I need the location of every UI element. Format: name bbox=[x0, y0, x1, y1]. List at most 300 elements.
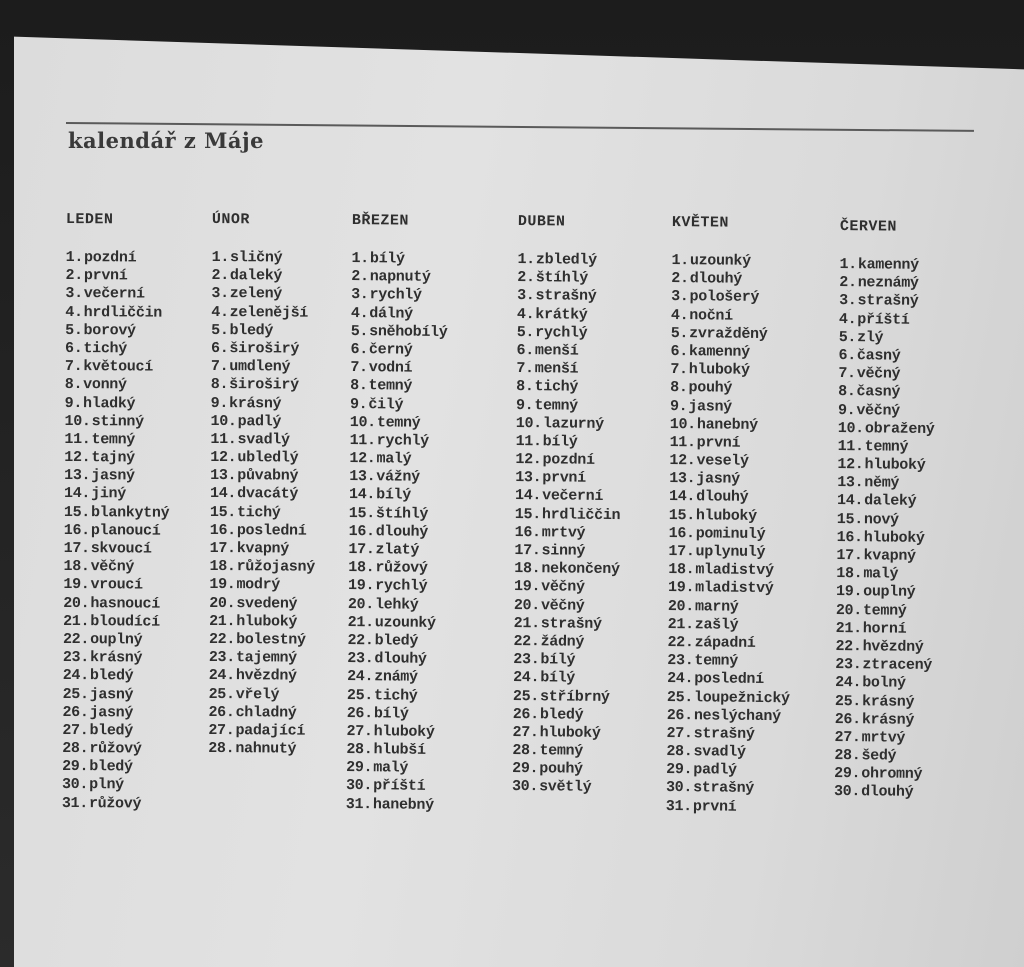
day-entry bbox=[349, 468, 446, 487]
day-entry bbox=[834, 765, 931, 784]
day-entry bbox=[835, 656, 932, 675]
day-entry bbox=[210, 413, 316, 432]
day-number: 25. bbox=[62, 685, 89, 703]
day-word: neslýchaný bbox=[693, 706, 781, 725]
day-entry bbox=[836, 620, 933, 639]
day-number: 9. bbox=[210, 394, 229, 412]
day-word: bledý bbox=[89, 758, 133, 776]
day-number: 9. bbox=[837, 401, 856, 419]
day-word: bílý bbox=[376, 486, 412, 505]
day-word: bloudící bbox=[90, 612, 160, 631]
day-number: 7. bbox=[64, 358, 83, 376]
day-entry bbox=[211, 394, 317, 413]
day-number: 26. bbox=[62, 703, 89, 721]
day-entry bbox=[211, 358, 317, 377]
day-number: 11. bbox=[64, 430, 91, 449]
day-entry bbox=[347, 668, 444, 687]
day-word: rychlý bbox=[375, 577, 428, 596]
day-number: 8. bbox=[350, 377, 368, 395]
day-entry bbox=[837, 456, 934, 475]
day-entry bbox=[839, 256, 936, 275]
day-entry bbox=[516, 342, 622, 361]
day-entry bbox=[351, 323, 448, 342]
day-number: 10. bbox=[515, 414, 542, 432]
day-entry bbox=[669, 470, 792, 489]
day-entry bbox=[836, 602, 933, 621]
day-number: 25. bbox=[208, 685, 235, 703]
day-entry bbox=[513, 633, 619, 652]
day-word: večerní bbox=[542, 487, 604, 506]
day-number: 5. bbox=[350, 322, 369, 340]
day-word: bílý bbox=[540, 669, 576, 687]
day-number: 13. bbox=[837, 474, 864, 492]
day-word: lazurný bbox=[542, 414, 604, 433]
day-number: 15. bbox=[514, 505, 542, 523]
day-number: 1. bbox=[517, 250, 536, 269]
day-entry bbox=[516, 360, 622, 379]
day-entry bbox=[64, 540, 170, 559]
day-number: 5. bbox=[516, 323, 535, 341]
day-entry bbox=[350, 341, 447, 360]
day-word: temný bbox=[864, 438, 909, 456]
day-entry bbox=[211, 267, 317, 286]
day-entry bbox=[517, 324, 623, 343]
day-entry bbox=[346, 723, 443, 742]
day-number: 16. bbox=[668, 524, 695, 543]
day-word: štíhlý bbox=[375, 504, 429, 523]
day-word: první bbox=[83, 267, 128, 285]
day-entry bbox=[63, 595, 169, 614]
day-number: 19. bbox=[667, 579, 695, 597]
day-word: daleký bbox=[229, 267, 283, 285]
day-number: 31. bbox=[665, 797, 692, 815]
day-word: hlubší bbox=[373, 741, 426, 759]
day-number: 18. bbox=[836, 565, 863, 583]
day-word: bílý bbox=[540, 651, 576, 669]
day-number: 14. bbox=[514, 487, 542, 505]
day-number: 6. bbox=[670, 342, 689, 361]
day-entry bbox=[835, 692, 932, 711]
day-entry bbox=[514, 615, 620, 634]
day-entry bbox=[349, 450, 446, 469]
day-number: 17. bbox=[348, 540, 375, 559]
day-number: 16. bbox=[836, 528, 863, 547]
day-entry bbox=[515, 506, 621, 525]
day-list bbox=[834, 256, 936, 803]
day-word: umdlený bbox=[229, 358, 291, 376]
day-entry bbox=[513, 669, 619, 688]
day-word: dlouhý bbox=[375, 523, 429, 541]
day-number: 15. bbox=[348, 504, 376, 522]
day-entry bbox=[669, 525, 792, 544]
day-entry bbox=[209, 576, 315, 595]
day-entry bbox=[668, 543, 791, 562]
day-number: 7. bbox=[516, 360, 534, 378]
day-entry bbox=[836, 547, 933, 566]
day-number: 25. bbox=[346, 686, 374, 704]
day-number: 19. bbox=[513, 578, 541, 596]
day-word: mrtvý bbox=[541, 524, 586, 542]
day-word: temný bbox=[862, 601, 907, 620]
day-entry bbox=[670, 416, 793, 435]
day-entry bbox=[668, 561, 791, 580]
day-entry bbox=[839, 292, 936, 311]
day-entry bbox=[515, 487, 621, 506]
day-word: bílý bbox=[369, 250, 405, 268]
day-number: 4. bbox=[211, 303, 229, 321]
day-entry bbox=[65, 358, 171, 377]
day-list bbox=[62, 249, 171, 814]
day-number: 24. bbox=[62, 667, 89, 685]
day-number: 21. bbox=[209, 612, 236, 630]
day-number: 18. bbox=[514, 560, 541, 578]
day-entry bbox=[346, 759, 443, 778]
day-number: 3. bbox=[351, 286, 369, 304]
day-entry bbox=[512, 778, 618, 797]
day-word: hluboký bbox=[864, 456, 926, 474]
day-entry bbox=[839, 274, 936, 293]
day-word: příští bbox=[857, 310, 910, 329]
day-entry bbox=[517, 269, 623, 288]
day-word: ouplný bbox=[90, 631, 143, 649]
day-word: krásný bbox=[229, 394, 282, 412]
day-number: 21. bbox=[513, 614, 540, 633]
day-entry bbox=[62, 722, 168, 741]
day-number: 16. bbox=[63, 521, 90, 539]
day-word: nekončený bbox=[541, 560, 620, 579]
day-word: bílý bbox=[373, 704, 409, 723]
day-word: černý bbox=[368, 341, 413, 359]
day-word: kvapný bbox=[236, 540, 290, 558]
day-number: 27. bbox=[834, 728, 861, 747]
day-word: modrý bbox=[236, 576, 281, 594]
day-number: 20. bbox=[347, 595, 375, 613]
day-number: 2. bbox=[839, 274, 857, 292]
day-list bbox=[512, 251, 623, 798]
day-number: 8. bbox=[670, 379, 688, 397]
day-number: 21. bbox=[835, 619, 862, 638]
day-entry bbox=[513, 651, 619, 670]
day-number: 28. bbox=[834, 747, 861, 765]
day-entry bbox=[211, 304, 317, 323]
day-word: pouhý bbox=[539, 760, 583, 778]
day-number: 18. bbox=[63, 558, 90, 576]
day-entry bbox=[210, 467, 316, 486]
day-entry bbox=[517, 251, 623, 270]
day-word: první bbox=[696, 434, 741, 452]
day-entry bbox=[514, 578, 620, 597]
day-list bbox=[666, 252, 795, 817]
day-number: 7. bbox=[350, 359, 368, 377]
day-word: vodní bbox=[368, 359, 413, 377]
day-entry bbox=[62, 740, 168, 759]
day-number: 23. bbox=[347, 650, 374, 668]
day-word: hluboký bbox=[373, 723, 435, 741]
day-number: 10. bbox=[837, 419, 864, 437]
day-entry bbox=[210, 485, 316, 504]
day-entry bbox=[836, 583, 933, 602]
day-number: 23. bbox=[208, 649, 236, 667]
day-entry bbox=[351, 286, 448, 305]
day-number: 5. bbox=[65, 321, 83, 339]
day-entry bbox=[346, 796, 443, 815]
day-entry bbox=[64, 431, 170, 450]
day-word: hanebný bbox=[696, 415, 758, 434]
day-number: 8. bbox=[516, 378, 534, 396]
day-word: příští bbox=[373, 777, 426, 796]
day-number: 10. bbox=[349, 413, 376, 431]
day-word: tajný bbox=[91, 449, 135, 467]
day-word: krátký bbox=[535, 305, 588, 324]
day-word: tichý bbox=[534, 378, 579, 396]
day-word: věčný bbox=[90, 558, 135, 576]
day-word: rychlý bbox=[376, 432, 430, 450]
day-word: věčný bbox=[540, 596, 585, 615]
day-number: 23. bbox=[62, 649, 90, 667]
day-entry bbox=[64, 413, 170, 432]
day-entry bbox=[515, 524, 621, 543]
day-word: věčný bbox=[856, 401, 900, 420]
day-word: mladistvý bbox=[695, 579, 774, 598]
month-column-kveten bbox=[666, 214, 795, 817]
day-entry bbox=[64, 522, 170, 541]
day-word: růžový bbox=[375, 559, 428, 577]
day-number: 12. bbox=[64, 449, 91, 467]
day-number: 28. bbox=[208, 740, 235, 758]
day-entry bbox=[838, 401, 935, 420]
day-number: 27. bbox=[512, 723, 539, 742]
day-word: krásný bbox=[89, 649, 143, 667]
day-entry bbox=[66, 249, 172, 268]
day-word: hrdliččin bbox=[83, 303, 163, 322]
day-number: 17. bbox=[514, 541, 541, 560]
day-word: bledý bbox=[374, 632, 419, 650]
day-entry bbox=[212, 249, 318, 268]
day-entry bbox=[350, 414, 447, 433]
day-number: 19. bbox=[63, 576, 90, 594]
day-word: mrtvý bbox=[861, 729, 906, 747]
day-entry bbox=[211, 322, 317, 341]
day-word: dlouhý bbox=[689, 270, 743, 288]
day-word: obražený bbox=[864, 419, 935, 438]
day-entry bbox=[348, 577, 445, 596]
day-word: menší bbox=[534, 360, 579, 378]
day-entry bbox=[62, 704, 168, 723]
day-word: svadlý bbox=[693, 743, 746, 761]
day-word: dvacátý bbox=[237, 485, 299, 504]
day-word: temný bbox=[534, 396, 578, 415]
day-number: 16. bbox=[348, 522, 375, 541]
day-number: 10. bbox=[64, 412, 91, 430]
day-number: 14. bbox=[668, 488, 696, 506]
day-entry bbox=[514, 542, 620, 561]
day-word: pominulý bbox=[695, 525, 766, 543]
day-entry bbox=[65, 304, 171, 323]
day-entry bbox=[835, 711, 932, 730]
day-word: stříbrný bbox=[539, 687, 610, 706]
day-word: tichý bbox=[236, 503, 281, 522]
day-word: růžojasný bbox=[236, 558, 316, 576]
day-entry bbox=[347, 686, 444, 705]
day-number: 6. bbox=[350, 340, 369, 359]
day-word: stinný bbox=[91, 412, 144, 431]
day-entry bbox=[834, 747, 931, 766]
day-word: tichý bbox=[373, 686, 418, 705]
day-entry bbox=[670, 379, 793, 398]
day-number: 7. bbox=[210, 358, 229, 376]
day-number: 20. bbox=[209, 594, 236, 612]
day-word: krásný bbox=[861, 692, 915, 711]
day-entry bbox=[670, 397, 793, 416]
day-entry bbox=[667, 707, 790, 726]
day-number: 17. bbox=[668, 542, 695, 561]
month-heading: LEDEN bbox=[65, 211, 114, 229]
day-number: 13. bbox=[349, 468, 376, 486]
day-number: 29. bbox=[512, 760, 539, 778]
day-entry bbox=[62, 776, 168, 795]
day-number: 12. bbox=[210, 449, 237, 467]
day-entry bbox=[65, 285, 171, 304]
day-entry bbox=[837, 474, 934, 493]
day-number: 6. bbox=[516, 341, 535, 360]
day-number: 13. bbox=[64, 467, 91, 485]
day-entry bbox=[351, 305, 448, 324]
day-entry bbox=[668, 579, 791, 598]
day-number: 26. bbox=[834, 710, 861, 728]
day-entry bbox=[348, 541, 445, 560]
day-entry bbox=[210, 522, 316, 541]
day-entry bbox=[63, 576, 169, 595]
day-entry bbox=[346, 741, 443, 760]
day-number: 23. bbox=[667, 652, 694, 670]
day-word: horní bbox=[862, 620, 907, 638]
day-entry bbox=[209, 631, 315, 650]
day-entry bbox=[669, 507, 792, 526]
day-word: jasný bbox=[696, 470, 740, 488]
day-entry bbox=[836, 565, 933, 584]
day-number: 22. bbox=[835, 637, 862, 656]
day-entry bbox=[209, 685, 315, 704]
day-entry bbox=[64, 504, 170, 523]
day-number: 27. bbox=[62, 721, 89, 740]
day-entry bbox=[666, 761, 789, 780]
day-word: bledý bbox=[89, 667, 134, 685]
day-word: strašný bbox=[693, 779, 755, 798]
day-number: 18. bbox=[668, 561, 695, 579]
month-heading: BŘEZEN bbox=[351, 212, 410, 230]
month-heading: KVĚTEN bbox=[671, 214, 730, 232]
day-number: 27. bbox=[208, 721, 235, 740]
day-number: 2. bbox=[65, 267, 84, 285]
day-entry bbox=[350, 377, 447, 396]
day-number: 1. bbox=[351, 249, 370, 268]
day-number: 24. bbox=[667, 670, 694, 688]
day-entry bbox=[209, 613, 315, 632]
day-word: temný bbox=[368, 377, 413, 395]
day-number: 30. bbox=[665, 779, 693, 797]
day-entry bbox=[209, 649, 315, 668]
day-word: dálný bbox=[369, 304, 413, 323]
day-entry bbox=[668, 616, 791, 635]
day-number: 26. bbox=[512, 705, 539, 723]
day-number: 22. bbox=[347, 631, 374, 650]
day-entry bbox=[512, 742, 618, 761]
day-entry bbox=[208, 704, 314, 723]
day-number: 24. bbox=[347, 668, 374, 686]
day-word: široširý bbox=[229, 376, 299, 394]
day-entry bbox=[210, 540, 316, 559]
day-number: 9. bbox=[515, 396, 534, 414]
day-number: 3. bbox=[839, 292, 857, 310]
page-title: kalendář z Máje bbox=[68, 128, 264, 153]
day-entry bbox=[65, 340, 171, 359]
day-word: pozdní bbox=[542, 451, 595, 469]
day-entry bbox=[667, 670, 790, 689]
day-word: bledý bbox=[539, 705, 584, 724]
day-list bbox=[208, 249, 317, 759]
day-number: 2. bbox=[211, 267, 230, 285]
day-word: zelenější bbox=[229, 303, 309, 322]
day-entry bbox=[671, 252, 794, 271]
day-entry bbox=[839, 311, 936, 330]
day-entry bbox=[349, 523, 446, 542]
day-entry bbox=[64, 467, 170, 486]
day-word: zelený bbox=[229, 285, 283, 303]
day-number: 27. bbox=[346, 722, 373, 741]
day-number: 12. bbox=[669, 452, 696, 470]
day-entry bbox=[351, 268, 448, 287]
day-number: 14. bbox=[348, 486, 376, 504]
day-entry bbox=[671, 270, 794, 289]
day-entry bbox=[517, 306, 623, 325]
day-number: 30. bbox=[833, 783, 861, 801]
day-number: 4. bbox=[65, 303, 83, 321]
day-word: loupežnický bbox=[693, 688, 790, 707]
day-word: žádný bbox=[540, 633, 585, 651]
day-word: poslední bbox=[236, 521, 307, 540]
day-number: 5. bbox=[838, 328, 857, 346]
day-word: světlý bbox=[539, 778, 592, 797]
day-word: dlouhý bbox=[861, 783, 914, 802]
day-word: planoucí bbox=[90, 521, 161, 540]
day-word: kamenný bbox=[688, 343, 750, 361]
day-entry bbox=[350, 359, 447, 378]
day-entry bbox=[63, 631, 169, 650]
day-word: uplynulý bbox=[695, 543, 766, 561]
day-entry bbox=[516, 415, 622, 434]
day-entry bbox=[348, 614, 445, 633]
day-number: 3. bbox=[65, 285, 83, 303]
day-number: 19. bbox=[209, 576, 236, 594]
day-word: vážný bbox=[376, 468, 420, 486]
day-number: 9. bbox=[349, 395, 368, 413]
day-entry bbox=[667, 688, 790, 707]
day-entry bbox=[515, 451, 621, 470]
day-number: 17. bbox=[209, 539, 236, 558]
day-word: lehký bbox=[374, 595, 419, 614]
day-word: uzounký bbox=[689, 252, 751, 270]
day-entry bbox=[670, 361, 793, 380]
day-word: krásný bbox=[861, 710, 915, 729]
day-entry bbox=[349, 505, 446, 524]
day-number: 18. bbox=[209, 558, 236, 576]
day-entry bbox=[350, 432, 447, 451]
month-column-leden bbox=[62, 211, 172, 814]
month-column-duben bbox=[512, 213, 624, 798]
day-entry bbox=[671, 325, 794, 344]
day-entry bbox=[516, 396, 622, 415]
day-entry bbox=[63, 613, 169, 632]
